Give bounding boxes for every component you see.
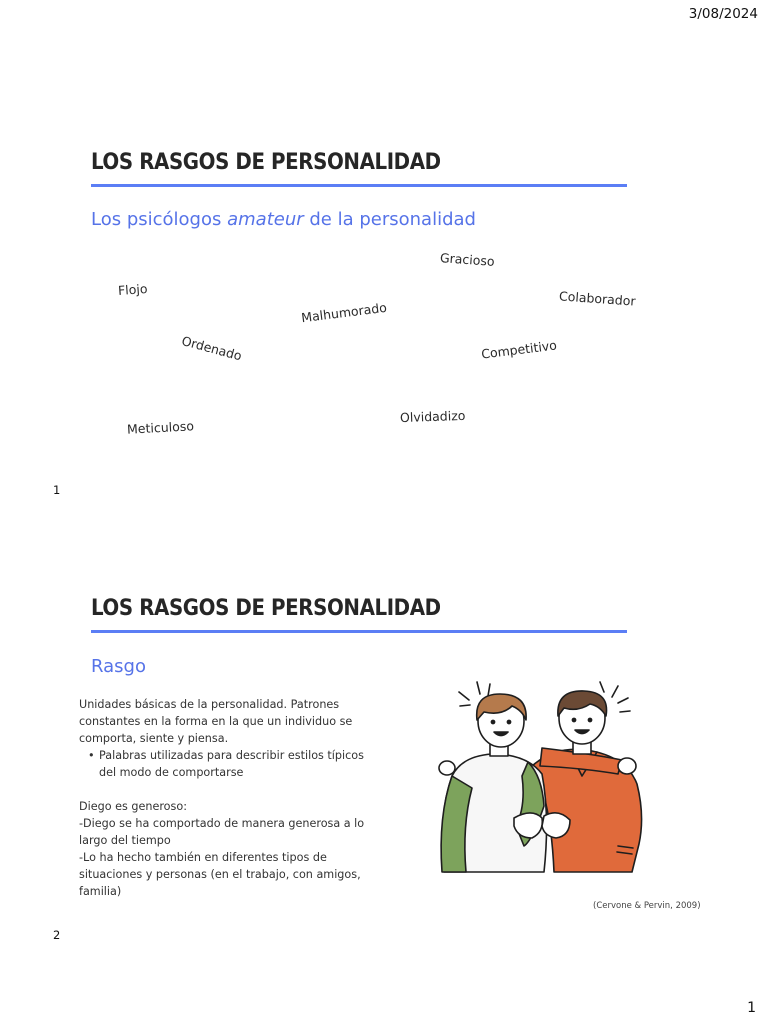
trait-word: Ordenado (180, 333, 244, 364)
slide-title: LOS RASGOS DE PERSONALIDAD (91, 150, 441, 175)
trait-word: Flojo (117, 280, 148, 299)
trait-word: Olvidadizo (399, 407, 466, 426)
example-intro: Diego es generoso: (79, 800, 187, 813)
hand-on-shoulder (439, 761, 455, 775)
trait-word: Gracioso (439, 250, 496, 269)
bullet-dot-icon: • (88, 749, 95, 762)
title-rule (91, 184, 627, 187)
motion-line-icon (600, 682, 604, 692)
fist-left-icon (514, 813, 542, 838)
fist-right-icon (542, 813, 570, 838)
citation: (Cervone & Pervin, 2009) (593, 901, 701, 911)
hand-on-shoulder (618, 758, 636, 774)
two-friends-illustration (432, 676, 650, 882)
eye (572, 718, 575, 721)
motion-line-icon (620, 711, 630, 712)
bullet-text: Palabras utilizadas para describir estilos típicos del modo de comportarse (99, 749, 364, 779)
trait-word: Meticuloso (126, 418, 195, 437)
motion-line-icon (459, 692, 469, 700)
slide-number: 1 (53, 483, 61, 497)
slide-title: LOS RASGOS DE PERSONALIDAD (91, 596, 441, 621)
eye (588, 718, 591, 721)
trait-word: Competitivo (480, 337, 558, 362)
page-number: 1 (747, 1000, 756, 1016)
motion-line-icon (460, 705, 470, 706)
motion-line-icon (488, 684, 490, 696)
slide-subtitle: Rasgo (91, 656, 146, 677)
slide-number: 2 (53, 928, 61, 942)
subtitle-text-before: Los psicólogos (91, 209, 228, 230)
spacer (79, 781, 379, 798)
definition-text: Unidades básicas de la personalidad. Patrones constantes en la forma en la que un individuo se comporta, siente y piensa. (79, 698, 353, 745)
trait-word: Colaborador (558, 288, 637, 309)
page-date: 3/08/2024 (688, 6, 758, 22)
example-line: -Diego se ha comportado de manera generosa a lo largo del tiempo (79, 817, 365, 847)
trait-word: Malhumorado (300, 299, 388, 326)
slide-2 (0, 500, 768, 950)
title-rule (91, 630, 627, 633)
slide-1 (0, 0, 768, 500)
example-line: -Lo ha hecho también en diferentes tipos de situaciones y personas (en el trabajo, con amigos, familia) (79, 851, 361, 898)
motion-line-icon (612, 686, 618, 697)
eye (507, 720, 510, 723)
bullet-item (79, 747, 379, 781)
motion-line-icon (618, 698, 628, 703)
slide-subtitle (91, 209, 476, 230)
motion-line-icon (477, 682, 480, 694)
body-text (79, 696, 379, 900)
subtitle-text-after: de la personalidad (303, 209, 476, 230)
eye (491, 720, 494, 723)
subtitle-emphasis: amateur (227, 209, 304, 230)
